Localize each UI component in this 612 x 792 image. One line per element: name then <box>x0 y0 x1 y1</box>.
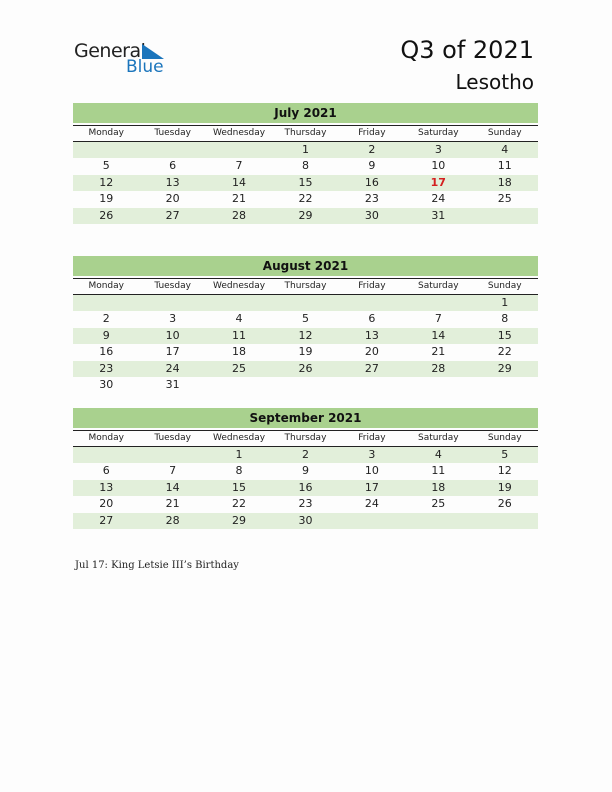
weekday-label: Saturday <box>418 433 459 443</box>
weekday-label: Saturday <box>418 128 459 138</box>
month-header: July 2021 <box>73 103 538 123</box>
day-cell <box>139 447 205 463</box>
day-cell: 8 <box>301 159 309 173</box>
day-cell: 27 <box>364 361 379 375</box>
day-cell <box>206 142 272 158</box>
day-cell: 26 <box>298 361 313 375</box>
weekday-header <box>73 278 538 295</box>
day-cell: 27 <box>99 513 114 527</box>
day-cell: 28 <box>165 513 180 527</box>
weekday-label: Wednesday <box>213 433 266 443</box>
week-row <box>73 191 538 207</box>
day-cell: 8 <box>501 312 509 326</box>
day-cell: 1 <box>301 143 309 156</box>
day-cell: 26 <box>497 497 512 511</box>
day-cell: 23 <box>298 497 313 511</box>
day-cell: 24 <box>431 192 446 206</box>
month-calendar <box>73 256 538 393</box>
day-cell <box>339 295 405 311</box>
day-cell <box>472 208 538 224</box>
day-cell: 21 <box>431 345 446 359</box>
week-row <box>73 513 538 529</box>
weekday-label: Thursday <box>284 433 327 443</box>
day-cell <box>405 377 471 393</box>
day-cell <box>73 295 139 311</box>
day-cell <box>139 295 205 311</box>
day-cell: 9 <box>102 328 110 342</box>
logo <box>74 40 164 77</box>
weekday-label: Tuesday <box>154 433 191 443</box>
month-calendar <box>73 103 538 224</box>
day-cell: 3 <box>368 448 376 461</box>
day-cell: 29 <box>232 513 247 527</box>
day-cell: 18 <box>497 175 512 189</box>
day-cell: 21 <box>165 497 180 511</box>
week-row <box>73 344 538 360</box>
week-row <box>73 480 538 496</box>
day-cell: 16 <box>364 175 379 189</box>
day-cell <box>73 447 139 463</box>
weekday-label: Tuesday <box>154 128 191 138</box>
logo-general: General <box>74 40 146 62</box>
day-cell: 22 <box>497 345 512 359</box>
week-row <box>73 496 538 512</box>
day-cell: 5 <box>102 159 110 173</box>
day-cell: 9 <box>368 159 376 173</box>
day-cell <box>73 142 139 158</box>
day-cell: 12 <box>497 464 512 478</box>
weekday-label: Monday <box>88 433 124 443</box>
weekday-label: Sunday <box>487 128 522 138</box>
day-cell: 18 <box>232 345 247 359</box>
logo-blue: Blue <box>126 57 164 77</box>
day-cell: 8 <box>235 464 243 478</box>
day-cell: 25 <box>232 361 247 375</box>
day-cell: 25 <box>497 192 512 206</box>
day-cell: 2 <box>368 143 376 156</box>
day-cell: 15 <box>232 480 247 494</box>
day-cell: 28 <box>232 208 247 222</box>
day-cell: 3 <box>434 143 442 156</box>
day-cell <box>339 513 405 529</box>
day-cell: 1 <box>235 448 243 461</box>
week-row <box>73 208 538 224</box>
day-cell: 29 <box>298 208 313 222</box>
day-cell: 20 <box>364 345 379 359</box>
weekday-label: Friday <box>358 281 386 291</box>
weekday-label: Monday <box>88 128 124 138</box>
day-cell: 9 <box>301 464 309 478</box>
weekday-header <box>73 125 538 142</box>
day-cell: 19 <box>99 192 114 206</box>
day-cell: 17 <box>165 345 180 359</box>
week-row <box>73 158 538 174</box>
day-cell: 20 <box>99 497 114 511</box>
day-cell: 2 <box>102 312 110 326</box>
day-cell: 31 <box>431 208 446 222</box>
week-row <box>73 447 538 463</box>
day-cell <box>272 295 338 311</box>
day-cell: 14 <box>431 328 446 342</box>
country-name: Lesotho <box>455 70 534 94</box>
week-row <box>73 311 538 327</box>
weekday-label: Tuesday <box>154 281 191 291</box>
day-cell: 7 <box>235 159 243 173</box>
day-cell: 7 <box>169 464 177 478</box>
day-cell: 16 <box>298 480 313 494</box>
holiday-notes <box>75 560 239 571</box>
day-cell <box>206 295 272 311</box>
week-row <box>73 295 538 311</box>
day-cell: 27 <box>165 208 180 222</box>
day-cell: 13 <box>165 175 180 189</box>
day-cell: 14 <box>165 480 180 494</box>
day-cell: 21 <box>232 192 247 206</box>
day-cell: 23 <box>99 361 114 375</box>
month-header: September 2021 <box>73 408 538 428</box>
weekday-header <box>73 430 538 447</box>
day-cell: 30 <box>364 208 379 222</box>
weekday-label: Sunday <box>487 281 522 291</box>
month-header: August 2021 <box>73 256 538 276</box>
week-row <box>73 377 538 393</box>
day-cell: 4 <box>501 143 509 156</box>
day-cell <box>405 513 471 529</box>
day-cell <box>272 377 338 393</box>
day-cell: 23 <box>364 192 379 206</box>
day-cell: 19 <box>497 480 512 494</box>
day-cell: 1 <box>501 296 509 309</box>
weekday-label: Thursday <box>284 128 327 138</box>
holiday-day-cell: 17 <box>430 175 446 189</box>
day-cell: 10 <box>431 159 446 173</box>
day-cell: 19 <box>298 345 313 359</box>
day-cell: 6 <box>169 159 177 173</box>
day-cell: 22 <box>298 192 313 206</box>
day-cell <box>472 377 538 393</box>
day-cell: 29 <box>497 361 512 375</box>
day-cell: 18 <box>431 480 446 494</box>
day-cell: 17 <box>364 480 379 494</box>
day-cell: 31 <box>165 377 180 391</box>
day-cell: 14 <box>232 175 247 189</box>
day-cell: 24 <box>364 497 379 511</box>
day-cell: 30 <box>298 513 313 527</box>
week-row <box>73 463 538 479</box>
weekday-label: Wednesday <box>213 281 266 291</box>
day-cell <box>339 377 405 393</box>
holiday-note: Jul 17: King Letsie III’s Birthday <box>75 560 239 571</box>
weekday-label: Saturday <box>418 281 459 291</box>
day-cell: 4 <box>235 312 243 326</box>
week-row <box>73 328 538 344</box>
day-cell: 5 <box>501 448 509 461</box>
day-cell: 7 <box>434 312 442 326</box>
week-row <box>73 142 538 158</box>
day-cell: 6 <box>102 464 110 478</box>
week-row <box>73 361 538 377</box>
page-title: Q3 of 2021 <box>400 36 534 64</box>
weekday-label: Friday <box>358 128 386 138</box>
day-cell: 6 <box>368 312 376 326</box>
week-row <box>73 175 538 191</box>
month-calendar <box>73 408 538 529</box>
day-cell: 16 <box>99 345 114 359</box>
day-cell: 10 <box>364 464 379 478</box>
day-cell: 12 <box>99 175 114 189</box>
day-cell: 11 <box>232 328 247 342</box>
weekday-label: Monday <box>88 281 124 291</box>
day-cell: 2 <box>301 448 309 461</box>
day-cell: 28 <box>431 361 446 375</box>
day-cell <box>472 513 538 529</box>
day-cell: 15 <box>298 175 313 189</box>
day-cell: 10 <box>165 328 180 342</box>
day-cell: 13 <box>99 480 114 494</box>
day-cell <box>206 377 272 393</box>
day-cell: 26 <box>99 208 114 222</box>
day-cell <box>405 295 471 311</box>
day-cell: 12 <box>298 328 313 342</box>
weekday-label: Sunday <box>487 433 522 443</box>
weekday-label: Wednesday <box>213 128 266 138</box>
day-cell: 25 <box>431 497 446 511</box>
day-cell: 5 <box>301 312 309 326</box>
day-cell: 22 <box>232 497 247 511</box>
day-cell: 11 <box>431 464 446 478</box>
day-cell: 3 <box>169 312 177 326</box>
day-cell: 30 <box>99 377 114 391</box>
day-cell: 11 <box>497 159 512 173</box>
day-cell: 4 <box>434 448 442 461</box>
day-cell <box>139 142 205 158</box>
day-cell: 13 <box>364 328 379 342</box>
weekday-label: Friday <box>358 433 386 443</box>
day-cell: 24 <box>165 361 180 375</box>
weekday-label: Thursday <box>284 281 327 291</box>
day-cell: 15 <box>497 328 512 342</box>
day-cell: 20 <box>165 192 180 206</box>
